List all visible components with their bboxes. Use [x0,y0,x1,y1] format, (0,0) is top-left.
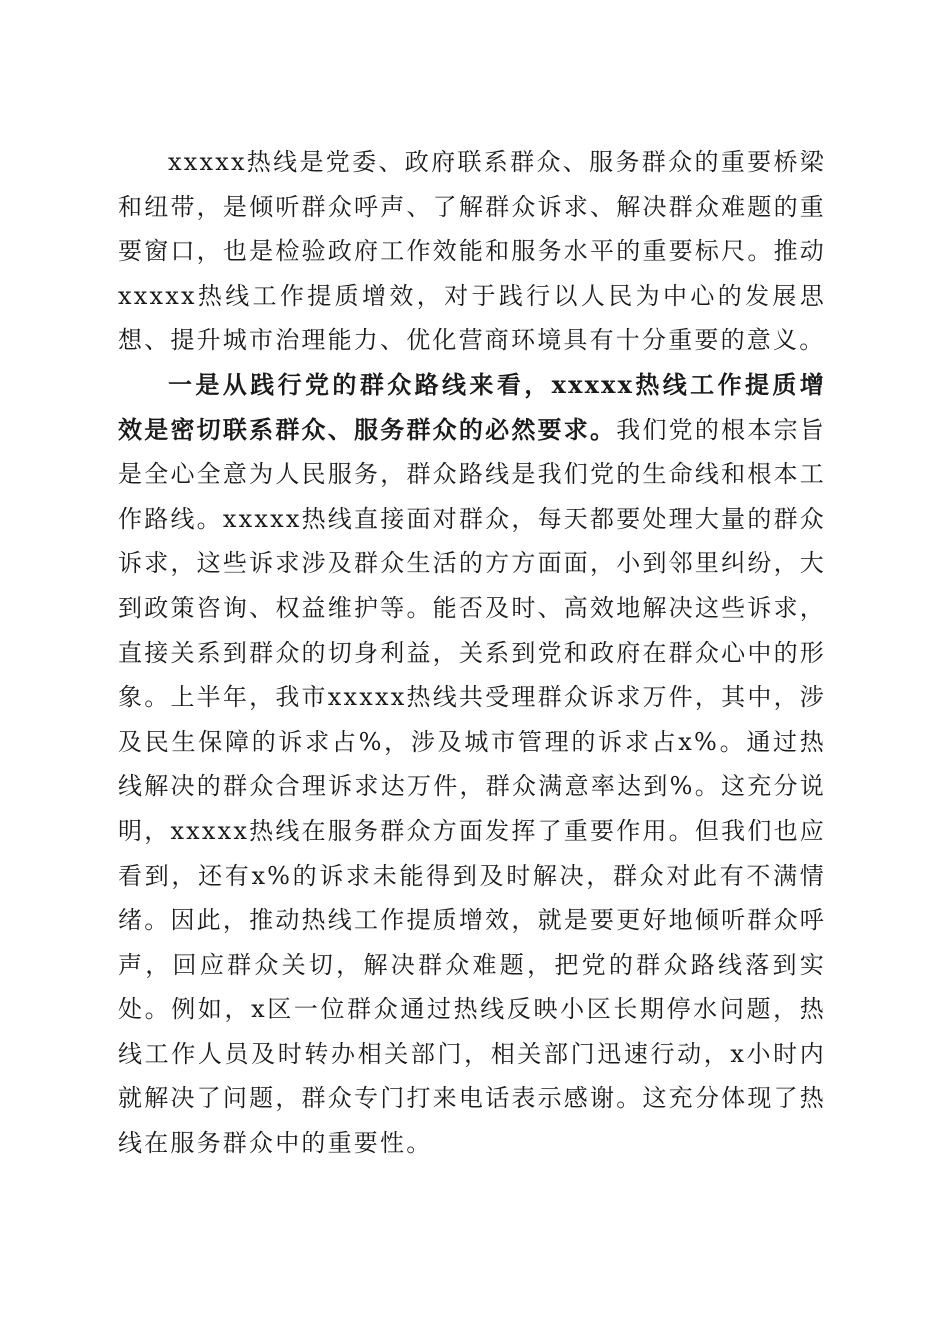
document-body [118,140,826,1166]
paragraph-intro [118,140,826,363]
paragraph-point-one-lead: 一是从践行党的群众路线来看，xxxxx热线工作提质增效是密切联系群众、服务群众的必然要求。 [118,369,826,444]
paragraph-intro-text: xxxxx热线是党委、政府联系群众、服务群众的重要桥梁和纽带，是倾听群众呼声、了解群众诉求、解决群众难题的重要窗口，也是检验政府工作效能和服务水平的重要标尺。推动xxxxx热线工作提质增效，对于践行以人民为中心的发展思想、提升城市治理能力、优化营商环境具有十分重要的意义。 [118,148,826,355]
paragraph-point-one [118,363,826,1166]
paragraph-point-one-text: 我们党的根本宗旨是全心全意为人民服务，群众路线是我们党的生命线和根本工作路线。xxxxx热线直接面对群众，每天都要处理大量的群众诉求，这些诉求涉及群众生活的方方面面，小到邻里纠纷，大到政策咨询、权益维护等。能否及时、高效地解决这些诉求，直接关系到群众的切身利益，关系到党和政府在群众心中的形象。上半年，我市xxxxx热线共受理群众诉求万件，其中，涉及民生保障的诉求占%，涉及城市管理的诉求占x%。通过热线解决的群众合理诉求达万件，群众满意率达到%。这充分说明，xxxxx热线在服务群众方面发挥了重要作用。但我们也应看到，还有x%的诉求未能得到及时解决，群众对此有不满情绪。因此，推动热线工作提质增效，就是要更好地倾听群众呼声，回应群众关切，解决群众难题，把党的群众路线落到实处。例如，x区一位群众通过热线反映小区长期停水问题，热线工作人员及时转办相关部门，相关部门迅速行动，x小时内就解决了问题，群众专门打来电话表示感谢。这充分体现了热线在服务群众中的重要性。 [118,415,826,1158]
